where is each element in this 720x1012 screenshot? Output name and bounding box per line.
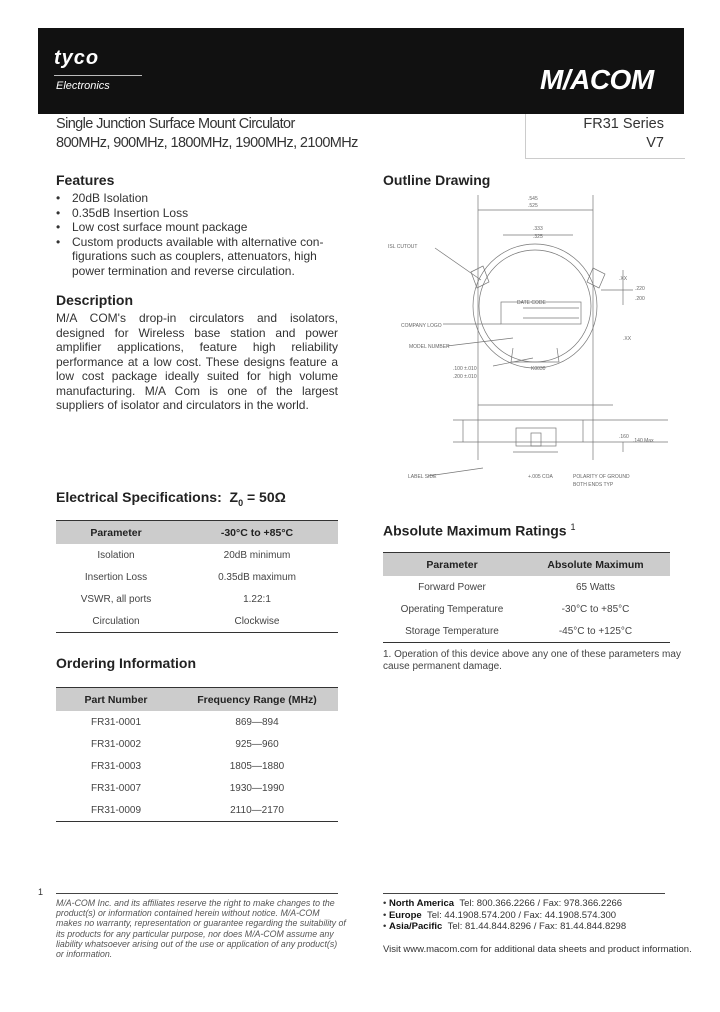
- ratings-footnote: 1. Operation of this device above any one of these parameters may cause permanent damage.: [383, 649, 681, 672]
- feature-item: • 0.35dB Insertion Loss: [56, 205, 189, 220]
- features-heading: Features: [56, 172, 115, 188]
- contact-item: • North America Tel: 800.366.2266 / Fax: 978.366.2266: [383, 898, 623, 909]
- svg-text:.200: .200: [635, 296, 645, 302]
- outline-drawing: [383, 190, 683, 500]
- svg-text:COMPANY LOGO: COMPANY LOGO: [401, 323, 442, 329]
- contact-item: • Asia/Pacific Tel: 81.44.844.8296 / Fax: 81.44.844.8298: [383, 921, 627, 932]
- ordering-table: [56, 687, 338, 822]
- footer-divider: [56, 893, 338, 894]
- feature-item: • Custom products available with alternative con- figurations such as couplers, attenuators, high power termination and reverse circulation.: [56, 234, 324, 278]
- electrical-heading: Electrical Specifications: $Z_0 = 50\Omega$: [56, 489, 286, 508]
- description-text: M/A COM's drop-in circulators and isolators, designed for Wireless base station and power amplifier applications, feature high reliability performance at a low cost. These designs feature a low cost package ideally suited for high volume manufacturing. M/A Com is one of the largest suppliers of isolator and circulators in the world.: [56, 311, 338, 412]
- table-row: Circulation Clockwise: [92, 615, 280, 627]
- column-header: Parameter: [56, 521, 176, 544]
- table-row: FR31-0007 1930—1990: [90, 782, 285, 794]
- column-header: Absolute Maximum: [521, 553, 670, 576]
- table-row: Forward Power 65 Watts: [418, 581, 616, 593]
- contact-item: • Europe Tel: 44.1908.574.200 / Fax: 44.1908.574.300: [383, 909, 617, 921]
- svg-text:K0030: K0030: [531, 366, 546, 372]
- description-heading: Description: [56, 292, 134, 308]
- svg-text:.XX: .XX: [623, 336, 632, 342]
- series-label: FR31 Series: [583, 116, 664, 132]
- absolute-heading: Absolute Maximum Ratings $^1$: [383, 522, 576, 539]
- svg-text:.325: .325: [533, 234, 543, 240]
- table-row: VSWR, all ports 1.22:1: [80, 593, 271, 605]
- table-row: Isolation 20dB minimum: [97, 549, 291, 561]
- svg-text:.160: .160: [619, 434, 629, 440]
- column-header: -30°C to +85°C: [176, 521, 338, 544]
- svg-text:.525: .525: [528, 203, 538, 209]
- svg-text:.140 Max: .140 Max: [633, 438, 654, 444]
- svg-text:LABEL SIDE: LABEL SIDE: [408, 474, 437, 480]
- product-title: Single Junction Surface Mount Circulator: [56, 116, 295, 132]
- column-header: Parameter: [383, 553, 521, 576]
- svg-text:+.005 COA: +.005 COA: [528, 474, 553, 480]
- svg-text:.100 ±.010: .100 ±.010: [453, 366, 477, 372]
- tyco-logo: tyco: [54, 47, 100, 69]
- version-label: V7: [646, 135, 664, 151]
- feature-item: • 20dB Isolation: [56, 191, 149, 205]
- table-row: FR31-0001 869—894: [90, 716, 279, 728]
- page-number: 1: [38, 887, 44, 897]
- column-header: Frequency Range (MHz): [176, 688, 338, 711]
- electronics-logo-text: Electronics: [56, 80, 110, 92]
- table-row: Insertion Loss 0.35dB maximum: [84, 571, 296, 583]
- website-note: Visit www.macom.com for additional data sheets and product information.: [383, 944, 692, 955]
- table-row: FR31-0003 1805—1880: [90, 760, 285, 772]
- svg-text:.545: .545: [528, 196, 538, 202]
- svg-text:.333: .333: [533, 226, 543, 232]
- svg-text:DATE CODE: DATE CODE: [517, 300, 546, 306]
- table-row: FR31-0009 2110—2170: [90, 804, 284, 816]
- features-list: [56, 191, 346, 278]
- footer-divider: [383, 893, 665, 894]
- svg-text:BOTH ENDS TYP: BOTH ENDS TYP: [573, 482, 614, 488]
- drawing-labels: [388, 196, 654, 488]
- table-row: Storage Temperature -45°C to +125°C: [405, 625, 633, 637]
- table-row: FR31-0002 925—960: [90, 738, 279, 750]
- ordering-heading: Ordering Information: [56, 655, 196, 671]
- table-header-row: [383, 553, 670, 576]
- table-header-row: [56, 521, 338, 544]
- svg-text:.220: .220: [635, 286, 645, 292]
- svg-text:POLARITY OF GROUND: POLARITY OF GROUND: [573, 474, 630, 480]
- electrical-table: [56, 520, 338, 633]
- table-row: Operating Temperature -30°C to +85°C: [400, 603, 630, 615]
- svg-text:MODEL NUMBER: MODEL NUMBER: [409, 344, 450, 350]
- table-header-row: [56, 688, 338, 711]
- logo-divider: [54, 75, 142, 76]
- macom-logo: M/ACOM: [540, 64, 654, 95]
- absolute-table: [383, 552, 670, 643]
- svg-text:ISL CUTOUT: ISL CUTOUT: [388, 244, 418, 250]
- outline-heading: Outline Drawing: [383, 172, 491, 188]
- product-frequencies: 800MHz, 900MHz, 1800MHz, 1900MHz, 2100MHz: [56, 135, 358, 151]
- svg-text:.XX: .XX: [619, 276, 628, 282]
- disclaimer-text: M/A-COM Inc. and its affiliates reserve the right to make changes to the product(s) or information contained herein without notice. M/A-COM makes no warranty, representation or guarantee regarding the suitability of its products for any particular purpose, nor does M/A-COM assume any liability whatsoever arising out of the use or application of any product(s) or information.: [56, 898, 346, 960]
- feature-item: • Low cost surface mount package: [56, 220, 248, 234]
- contact-list: [383, 898, 703, 933]
- svg-text:.200 ±.010: .200 ±.010: [453, 374, 477, 380]
- column-header: Part Number: [56, 688, 176, 711]
